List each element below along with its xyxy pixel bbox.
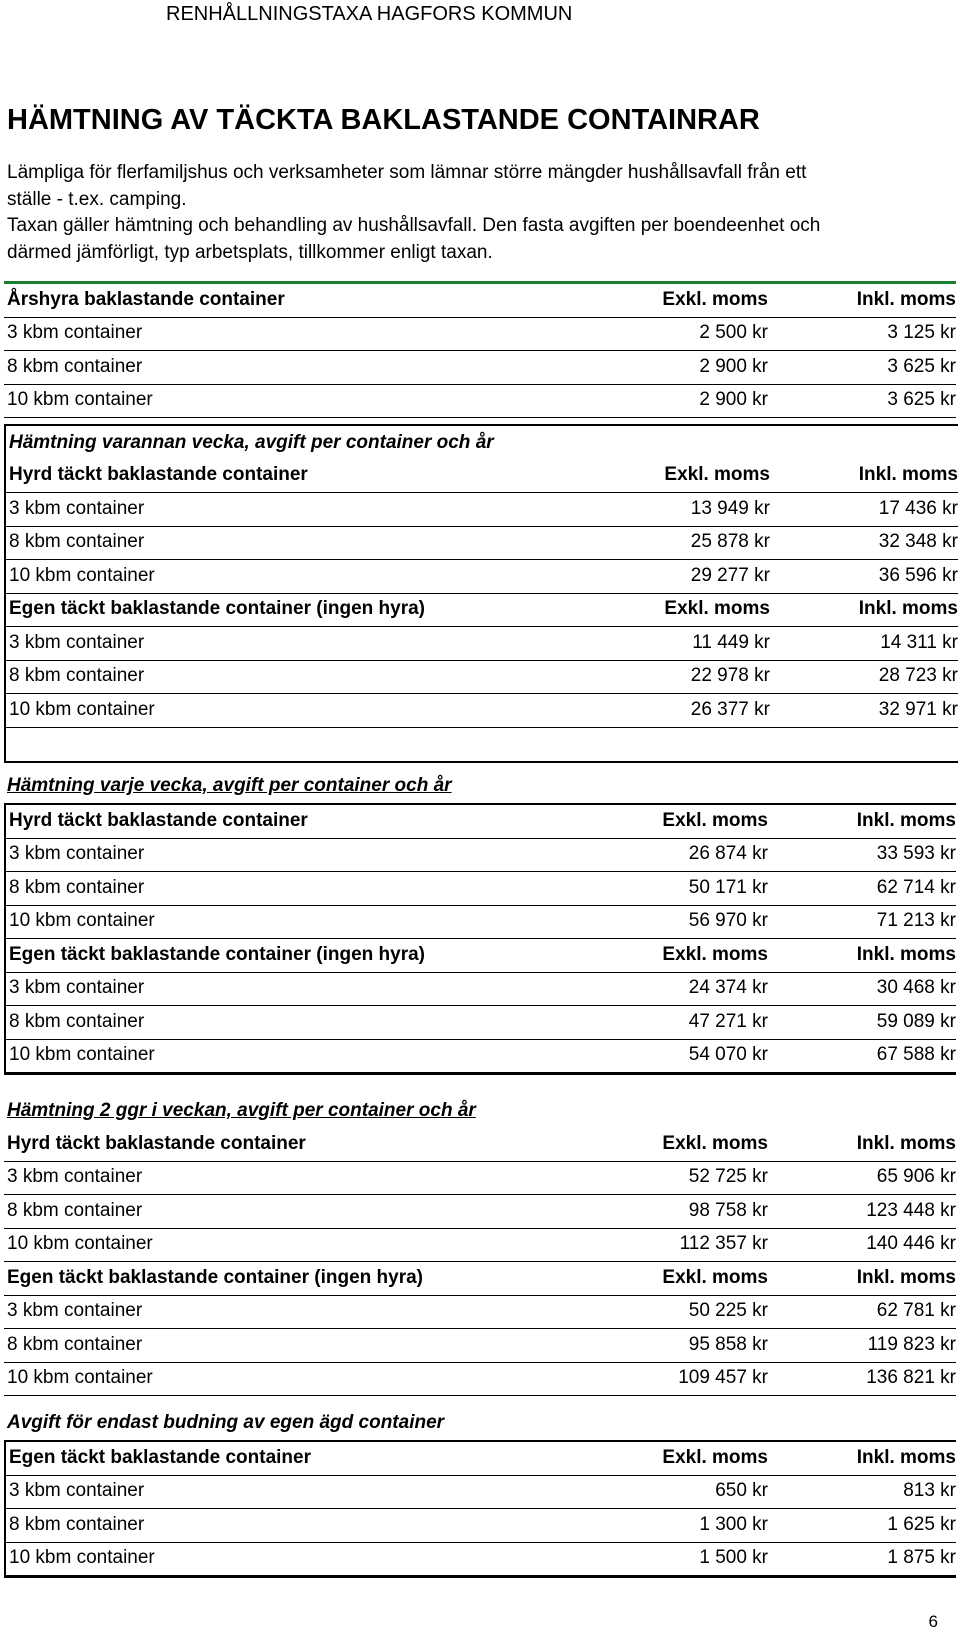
spacer [6, 728, 958, 761]
price-inkl: 33 593 kr [876, 843, 956, 864]
intro-line: Lämpliga för flerfamiljshus och verksamheter som lämnar större mängder hushållsavfall från ett [7, 162, 807, 183]
table-row [6, 694, 958, 728]
intro-line: Taxan gäller hämtning och behandling av hushållsavfall. Den fasta avgiften per boendeenhet och [7, 215, 821, 236]
table-header-row [4, 1262, 956, 1296]
section-title-row [4, 1101, 956, 1128]
section-box [4, 803, 956, 1075]
container-size: 8 kbm container [9, 876, 145, 898]
price-inkl: 32 348 kr [878, 531, 958, 552]
container-size: 8 kbm container [7, 1333, 143, 1355]
exkl-header: Exkl. moms [664, 464, 770, 485]
price-exkl: 54 070 kr [688, 1044, 768, 1065]
container-size: 3 kbm container [7, 1300, 143, 1321]
table-row [4, 318, 956, 352]
price-exkl: 24 374 kr [688, 977, 768, 998]
table-row [6, 906, 956, 940]
section-2-ggr-i-veckan [4, 1101, 956, 1396]
price-exkl: 98 758 kr [688, 1199, 768, 1221]
table-row [4, 1195, 956, 1229]
price-exkl: 29 277 kr [690, 564, 770, 586]
inkl-header: Inkl. moms [856, 1446, 956, 1468]
exkl-header: Exkl. moms [662, 809, 768, 831]
group-heading: Egen täckt baklastande container [9, 1446, 311, 1468]
price-exkl: 11 449 kr [692, 631, 770, 653]
exkl-header: Exkl. moms [662, 1446, 768, 1468]
arshyra-table [4, 281, 956, 418]
container-size: 3 kbm container [9, 977, 145, 998]
table-row [6, 973, 956, 1007]
price-inkl: 3 625 kr [887, 389, 956, 410]
section-title: Hämtning 2 ggr i veckan, avgift per container och år [7, 1100, 476, 1121]
section-title: Avgift för endast budning av egen ägd container [7, 1412, 445, 1433]
price-inkl: 36 596 kr [878, 564, 958, 586]
table-row [4, 1229, 956, 1263]
table-row [6, 560, 958, 594]
running-header: RENHÅLLNINGSTAXA HAGFORS KOMMUN [166, 3, 573, 25]
section-title-row [4, 776, 956, 803]
section-varannan-vecka [4, 424, 958, 763]
container-size: 3 kbm container [9, 497, 145, 519]
container-size: 8 kbm container [9, 1513, 145, 1535]
section-varje-vecka [4, 776, 956, 1075]
table-row [4, 351, 956, 385]
intro-line: därmed jämförligt, typ arbetsplats, tillkommer enligt taxan. [7, 241, 493, 263]
price-exkl: 52 725 kr [688, 1166, 768, 1187]
section-title: Hämtning varje vecka, avgift per container och år [7, 775, 452, 796]
price-inkl: 65 906 kr [876, 1166, 956, 1187]
price-inkl: 3 625 kr [887, 355, 956, 377]
container-size: 10 kbm container [9, 910, 155, 931]
table-row [6, 1509, 956, 1543]
table-row [4, 1162, 956, 1196]
table-header-row [6, 805, 956, 839]
page-number: 6 [928, 1612, 938, 1631]
container-size: 3 kbm container [9, 631, 145, 653]
table-row [4, 1329, 956, 1363]
exkl-header: Exkl. moms [664, 598, 770, 619]
price-exkl: 56 970 kr [688, 910, 768, 931]
container-size: 3 kbm container [9, 843, 145, 864]
section-title: Hämtning varannan vecka, avgift per container och år [9, 431, 494, 453]
container-size: 3 kbm container [7, 1166, 143, 1187]
price-inkl: 32 971 kr [878, 698, 958, 720]
price-exkl: 13 949 kr [690, 497, 770, 519]
intro-text [7, 160, 947, 266]
price-inkl: 136 821 kr [866, 1367, 956, 1388]
table-row [4, 1363, 956, 1397]
table-header-row [6, 939, 956, 973]
price-inkl: 62 714 kr [876, 876, 956, 898]
table-row [6, 839, 956, 873]
price-exkl: 2 900 kr [699, 355, 768, 377]
inkl-header: Inkl. moms [856, 288, 956, 310]
price-inkl: 140 446 kr [866, 1233, 956, 1254]
table-header-row [4, 284, 956, 318]
group-heading: Egen täckt baklastande container (ingen hyra) [7, 1266, 423, 1288]
price-exkl: 50 171 kr [688, 876, 768, 898]
container-size: 10 kbm container [7, 389, 153, 410]
container-size: 3 kbm container [9, 1480, 145, 1501]
table-header-row [4, 1128, 956, 1162]
table-row [6, 627, 958, 661]
container-size: 3 kbm container [7, 322, 143, 343]
price-inkl: 59 089 kr [876, 1010, 956, 1032]
price-exkl: 95 858 kr [688, 1333, 768, 1355]
table-row [6, 527, 958, 561]
table-header-row [6, 1442, 956, 1476]
container-size: 10 kbm container [9, 1044, 155, 1065]
container-size: 8 kbm container [7, 355, 143, 377]
container-size: 8 kbm container [9, 665, 145, 686]
table-row [4, 385, 956, 419]
price-inkl: 67 588 kr [876, 1044, 956, 1065]
table-row [6, 1476, 956, 1510]
price-exkl: 25 878 kr [690, 531, 770, 552]
price-exkl: 2 900 kr [699, 389, 768, 410]
inkl-header: Inkl. moms [856, 1132, 956, 1154]
table-header-row [6, 460, 958, 494]
table-row [6, 872, 956, 906]
price-exkl: 26 377 kr [690, 698, 770, 720]
price-inkl: 1 625 kr [887, 1513, 956, 1535]
section-box [4, 1440, 956, 1578]
group-heading: Egen täckt baklastande container (ingen hyra) [9, 598, 425, 619]
price-exkl: 22 978 kr [690, 665, 770, 686]
price-exkl: 50 225 kr [688, 1300, 768, 1321]
section-title-row [4, 1413, 956, 1440]
price-inkl: 3 125 kr [887, 322, 956, 343]
container-size: 10 kbm container [9, 698, 155, 720]
container-size: 8 kbm container [7, 1199, 143, 1221]
price-inkl: 62 781 kr [876, 1300, 956, 1321]
page-title: HÄMTNING AV TÄCKTA BAKLASTANDE CONTAINRAR [7, 104, 760, 136]
table-row [6, 661, 958, 695]
section-title-row [6, 426, 958, 460]
intro-line: ställe - t.ex. camping. [7, 188, 187, 210]
exkl-header: Exkl. moms [662, 288, 768, 310]
price-exkl: 112 357 kr [679, 1233, 768, 1254]
table-row [4, 1296, 956, 1330]
exkl-header: Exkl. moms [662, 1266, 768, 1288]
container-size: 8 kbm container [9, 531, 145, 552]
table-row [6, 1543, 956, 1577]
price-inkl: 14 311 kr [880, 631, 958, 653]
container-size: 10 kbm container [7, 1233, 153, 1254]
group-heading: Hyrd täckt baklastande container [9, 464, 308, 485]
inkl-header: Inkl. moms [856, 1266, 956, 1288]
inkl-header: Inkl. moms [858, 598, 958, 619]
price-inkl: 123 448 kr [866, 1199, 956, 1221]
exkl-header: Exkl. moms [662, 943, 768, 965]
price-exkl: 109 457 kr [678, 1367, 768, 1388]
container-size: 10 kbm container [9, 1547, 155, 1568]
container-size: 10 kbm container [7, 1367, 153, 1388]
table-header-row [6, 594, 958, 628]
price-inkl: 71 213 kr [876, 910, 956, 931]
group-heading: Hyrd täckt baklastande container [9, 809, 308, 831]
price-exkl: 26 874 kr [688, 843, 768, 864]
group-heading: Årshyra baklastande container [7, 288, 285, 310]
inkl-header: Inkl. moms [856, 809, 956, 831]
group-heading: Hyrd täckt baklastande container [7, 1132, 306, 1154]
price-exkl: 47 271 kr [688, 1010, 768, 1032]
price-inkl: 119 823 kr [867, 1333, 956, 1355]
table-row [6, 493, 958, 527]
section-endast-budning [4, 1413, 956, 1578]
table-row [6, 1040, 956, 1074]
group-heading: Egen täckt baklastande container (ingen hyra) [9, 943, 425, 965]
price-exkl: 1 500 kr [699, 1547, 768, 1568]
price-exkl: 2 500 kr [699, 322, 768, 343]
price-inkl: 28 723 kr [878, 665, 958, 686]
container-size: 8 kbm container [9, 1010, 145, 1032]
price-exkl: 650 kr [715, 1480, 768, 1501]
inkl-header: Inkl. moms [856, 943, 956, 965]
price-exkl: 1 300 kr [699, 1513, 768, 1535]
container-size: 10 kbm container [9, 564, 155, 586]
price-inkl: 1 875 kr [887, 1547, 956, 1568]
price-inkl: 813 kr [903, 1480, 956, 1501]
price-inkl: 30 468 kr [876, 977, 956, 998]
table-row [6, 1006, 956, 1040]
inkl-header: Inkl. moms [858, 464, 958, 485]
price-inkl: 17 436 kr [878, 497, 958, 519]
exkl-header: Exkl. moms [662, 1132, 768, 1154]
